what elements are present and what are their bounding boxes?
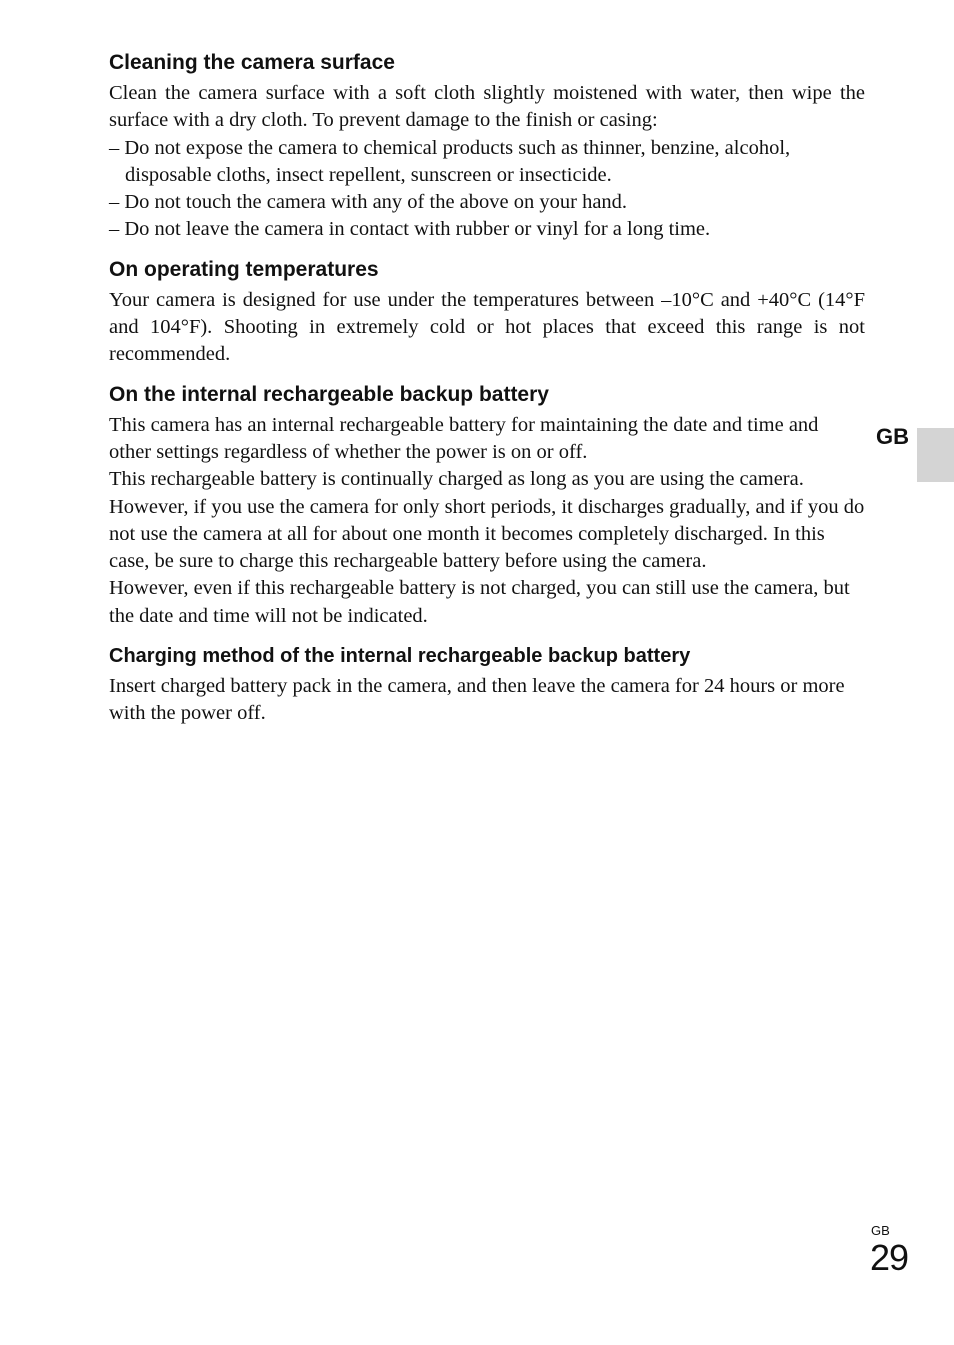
section-backup-battery [109,382,865,630]
section-heading-backup-battery: On the internal rechargeable backup battery [109,382,549,406]
section-temperatures [109,257,865,369]
language-tab-label: GB [876,424,909,449]
section-heading-charging: Charging method of the internal rechargeable backup battery [109,645,691,668]
temperatures-body: Your camera is designed for use under the temperatures between –10°C and +40°C (14°F and 104°F). Shooting in extremely cold or hot places that exceed this range is not recommended. [109,288,865,366]
section-heading-cleaning: Cleaning the camera surface [109,51,395,74]
charging-body: Insert charged battery pack in the camera, and then leave the camera for 24 hours or more with the power off. [109,675,845,725]
page-content [109,50,865,741]
language-side-tab [917,428,954,482]
section-heading-temperatures: On operating temperatures [109,257,379,281]
section-charging [109,643,865,728]
list-item: – Do not touch the camera with any of the above on your hand. [109,191,628,214]
page-number: 29 [870,1237,909,1278]
list-item: – Do not expose the camera to chemical products such as thinner, benzine, alcohol, disposable cloths, insect repellent, sunscreen or insecticide. [109,136,791,186]
section-cleaning [109,50,865,244]
backup-battery-paragraph: This camera has an internal rechargeable battery for maintaining the date and time and other settings regardless of whether the power is on or off. [109,413,819,463]
cleaning-list [109,135,865,244]
backup-battery-paragraph: This rechargeable battery is continually charged as long as you are using the camera. However, if you use the camera for only short periods, it discharges gradually, and if you do not use the camera at all for about one month it becomes completely discharged. In this case, be sure to charge this rechargeable battery before using the camera. [109,468,865,573]
footer-region-label: GB [871,1223,890,1238]
backup-battery-paragraph: However, even if this rechargeable battery is not charged, you can still use the camera, but the date and time will not be indicated. [109,577,850,627]
list-item: – Do not leave the camera in contact with rubber or vinyl for a long time. [109,218,711,241]
cleaning-intro: Clean the camera surface with a soft cloth slightly moistened with water, then wipe the surface with a dry cloth. To prevent damage to the finish or casing: [109,82,865,132]
